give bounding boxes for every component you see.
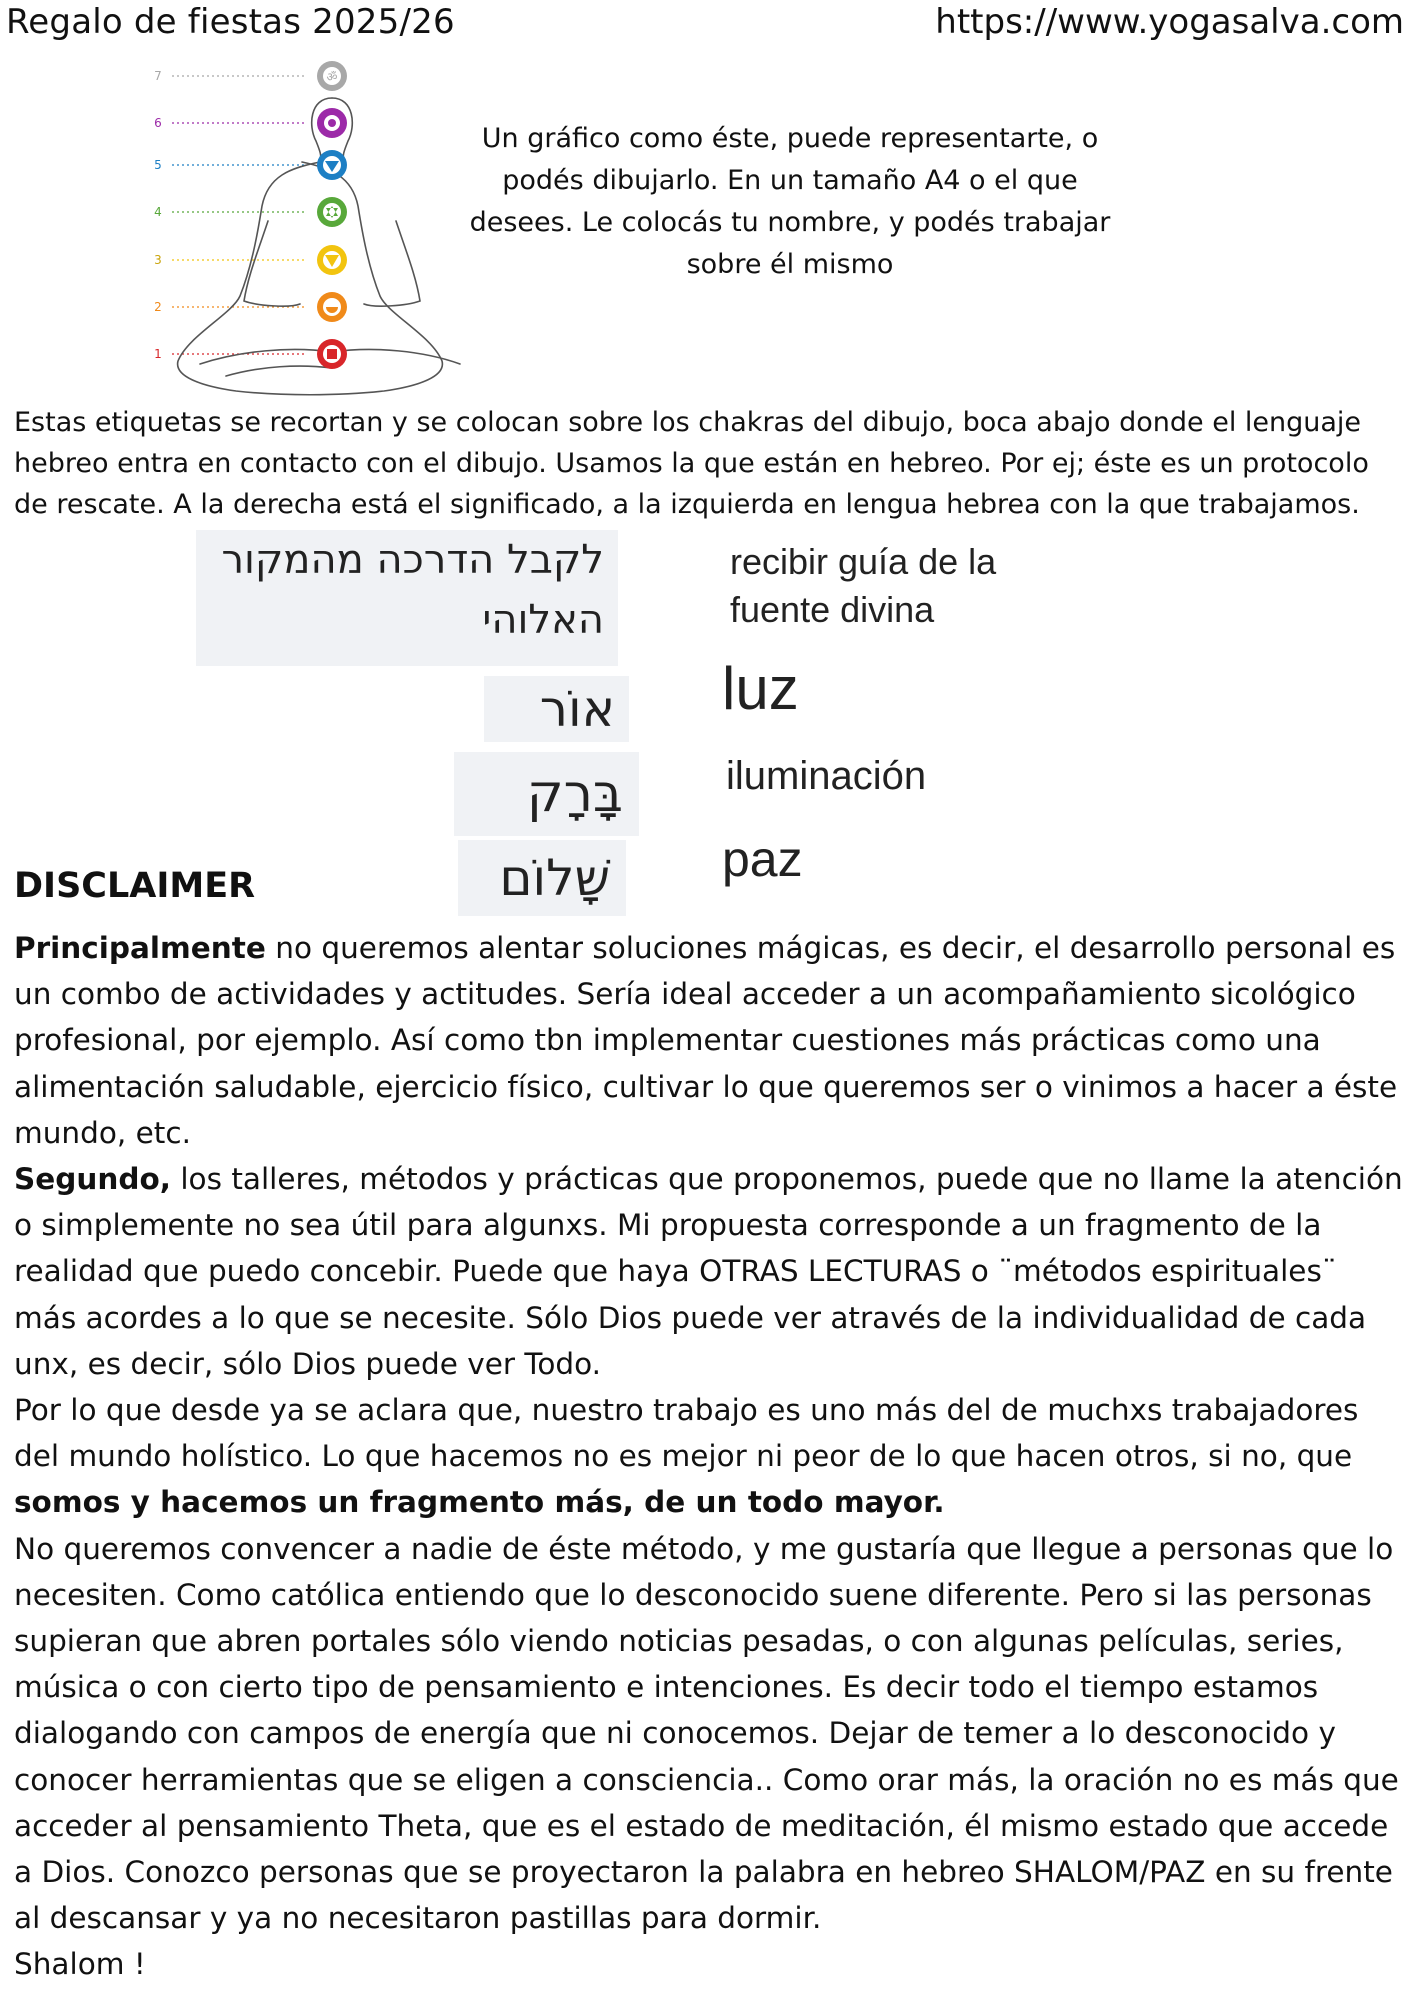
disclaimer-closing: Shalom ! xyxy=(14,1947,146,1982)
disclaimer-p1-bold: Principalmente xyxy=(14,931,266,965)
disclaimer-body xyxy=(14,925,1406,1988)
disclaimer-paragraph-3 xyxy=(14,1387,1406,1526)
hebrew-label-light: אוֹר xyxy=(484,676,629,742)
disclaimer-p2-text: los talleres, métodos y prácticas que proponemos, puede que no llame la atención o simplemente no sea útil para algunxs. Mi propuesta corresponde a un fragmento de la realidad que puedo concebir. Puede que haya OTRAS LECTURAS o ¨métodos espirituales¨ más acordes a lo que se necesite. Sólo Dios puede ver através de la individualidad de cada unx, es decir, sólo Dios puede ver Todo. xyxy=(14,1162,1403,1381)
chakra-symbols xyxy=(317,61,347,369)
disclaimer-paragraph-1 xyxy=(14,925,1406,1156)
disclaimer-paragraph-2 xyxy=(14,1156,1406,1387)
disclaimer-p1-text: no queremos alentar soluciones mágicas, es decir, el desarrollo personal es un combo de actividades y actitudes. Sería ideal acceder a un acompañamiento sicológico profesional, por ejemplo. Así como tbn implementar cuestiones más prácticas como una alimentación saludable, ejercicio físico, cultivar lo que queremos ser o vinimos a hacer a éste mundo, etc. xyxy=(14,931,1398,1150)
header-title: Regalo de fiestas 2025/26 xyxy=(6,2,455,42)
meaning-peace: paz xyxy=(722,831,803,887)
disclaimer-p3-text: Por lo que desde ya se aclara que, nuestro trabajo es uno más del de muchxs trabajadores del mundo holístico. Lo que hacemos no es mejor ni peor de lo que hacen otros, si no, que xyxy=(14,1393,1359,1474)
figure-caption: Un gráfico como éste, puede representarte, o podés dibujarlo. En un tamaño A4 o el que desees. Le colocás tu nombre, y podés trabajar sobre él mismo xyxy=(469,123,1111,280)
disclaimer-paragraph-4: No queremos convencer a nadie de éste método, y me gustaría que llegue a personas que lo necesiten. Como católica entiendo que lo desconocido suene diferente. Pero si las personas supieran que abren portales sólo viendo noticias pesadas, o con algunas películas, series, música o con cierto tipo de pensamiento e intenciones. Es decir todo el tiempo estamos dialogando con campos de energía que ni conocemos. Dejar de temer a lo desconocido y conocer herramientas que se eligen a consciencia.. Como orar más, la oración no es más que acceder al pensamiento Theta, que es el estado de meditación, él mismo estado que accede a Dios. Conozco personas que se proyectaron la palabra en hebreo SHALOM/PAZ en su frente al descansar y ya no necesitaron pastillas para dormir. xyxy=(14,1531,1399,1936)
chakra-level-6: 6 xyxy=(154,116,162,130)
hebrew-label-guidance: לקבל הדרכה מהמקור האלוהי xyxy=(196,530,618,666)
chakra-level-3: 3 xyxy=(154,253,162,267)
chakra-level-4: 4 xyxy=(154,205,162,219)
chakra-level-5: 5 xyxy=(154,158,162,172)
hebrew-label-illumination: בָּרָק xyxy=(454,752,639,836)
meaning-light: luz xyxy=(722,655,799,722)
chakra-level-1: 1 xyxy=(154,347,162,361)
disclaimer-p2-bold: Segundo, xyxy=(14,1162,171,1197)
meaning-illumination: iluminación xyxy=(726,754,927,798)
hebrew-label-peace: שָׁלוֹם xyxy=(458,840,626,916)
header-website-url[interactable]: https://www.yogasalva.com xyxy=(935,2,1404,42)
intro-paragraph: Estas etiquetas se recortan y se colocan sobre los chakras del dibujo, boca abajo donde el lenguaje hebreo entra en contacto con el dibujo. Usamos la que están en hebreo. Por ej; éste es un protocolo de rescate. A la derecha está el significado, a la izquierda en lengua hebrea con la que trabajamos. xyxy=(14,407,1369,520)
disclaimer-heading: DISCLAIMER xyxy=(14,866,256,906)
svg-text:ॐ: ॐ xyxy=(326,70,338,84)
chakra-level-7: 7 xyxy=(154,69,162,83)
disclaimer-p3-bold: somos y hacemos un fragmento más, de un todo mayor. xyxy=(14,1485,945,1520)
meaning-guidance: recibir guía de la fuente divina xyxy=(730,541,997,630)
meditating-figure-chakras-icon xyxy=(140,46,500,396)
chakra-level-2: 2 xyxy=(154,300,162,314)
